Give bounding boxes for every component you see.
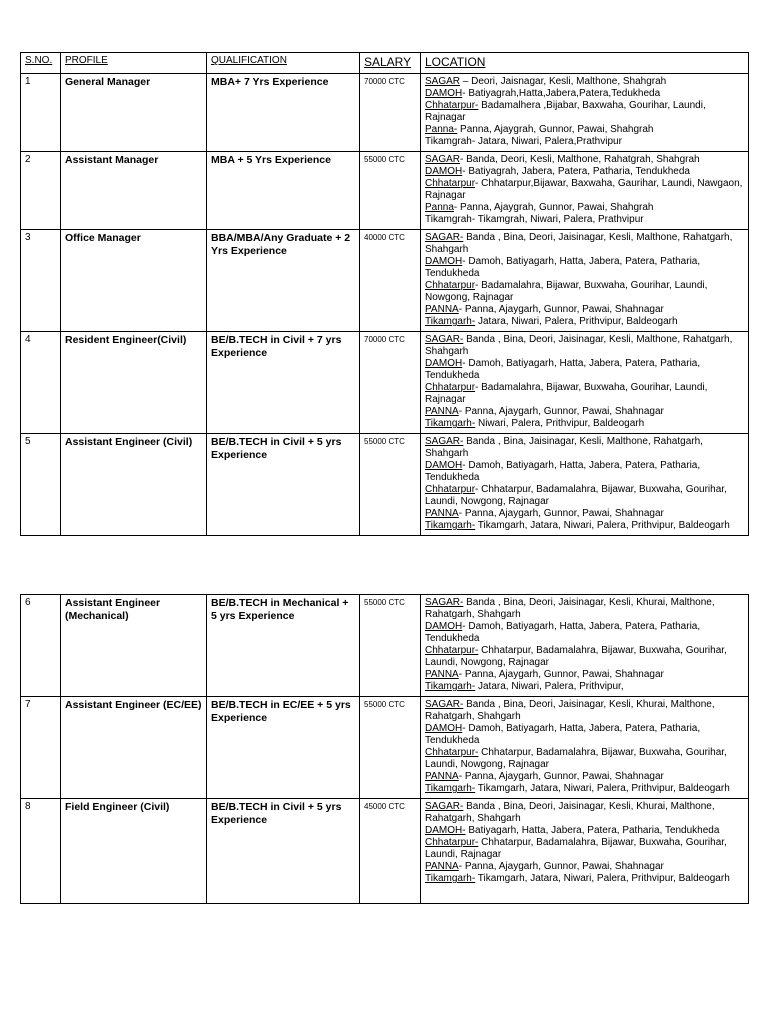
location-towns: Batiyagarh, Hatta, Jabera, Patera, Patharia, Tendukheda: [465, 825, 720, 836]
district-name: SAGAR-: [425, 801, 464, 812]
header-location: LOCATION: [421, 53, 749, 74]
location-line: [425, 166, 744, 178]
location-line: [425, 801, 744, 825]
district-name: DAMOH: [425, 460, 463, 471]
cell-sno: [21, 434, 61, 536]
location-line: [425, 747, 744, 771]
district-name: DAMOH: [425, 166, 463, 177]
cell-sno-text: 4: [25, 334, 31, 345]
cell-profile-text: Assistant Engineer (EC/EE): [65, 699, 202, 711]
location-towns: Jatara, Niwari, Palera, Prithvipur,: [475, 681, 624, 692]
location-line: [425, 178, 744, 202]
location-towns: - Chhatarpur, Badamalahra, Bijawar, Buxwaha, Gourihar, Laundi, Nowgong, Rajnagar: [425, 484, 727, 507]
cell-location: [421, 434, 749, 536]
location-line: [425, 621, 744, 645]
cell-sno: [21, 152, 61, 230]
location-line: [425, 304, 744, 316]
location-line: [425, 436, 744, 460]
location-towns: - Panna, Ajaygarh, Gunnor, Pawai, Shahnagar: [458, 508, 664, 519]
table-header-row: [21, 53, 749, 74]
header-qualification: QUALIFICATION: [207, 53, 360, 74]
district-name: Tikamgarh-: [425, 520, 476, 531]
location-towns: Tikamgarh, Jatara, Niwari, Palera, Prithvipur, Baldeogarh: [475, 873, 730, 884]
cell-qualification: [207, 332, 360, 434]
cell-sno-text: 1: [25, 76, 31, 87]
cell-sno-text: 3: [25, 232, 31, 243]
location-towns: - Banda, Deori, Kesli, Malthone, Rahatgrah, Shahgrah: [460, 154, 700, 165]
cell-qualification-text: BE/B.TECH in Civil + 7 yrs Experience: [211, 334, 342, 359]
district-name: PANNA: [425, 669, 459, 680]
location-line: [425, 520, 744, 532]
district-name: SAGAR-: [425, 334, 464, 345]
location-towns: - Damoh, Batiyagarh, Hatta, Jabera, Patera, Patharia, Tendukheda: [425, 358, 701, 381]
cell-profile-text: General Manager: [65, 76, 151, 88]
location-line: [425, 508, 744, 520]
cell-salary-text: 55000 CTC: [364, 700, 405, 709]
cell-profile-text: Field Engineer (Civil): [65, 801, 170, 813]
location-line: [425, 382, 744, 406]
jobs-table-top: [20, 52, 749, 536]
cell-salary-text: 70000 CTC: [364, 77, 405, 86]
location-towns: Badamalhera ,Bijabar, Baxwaha, Gourihar, Laundi, Rajnagar: [425, 100, 706, 123]
cell-salary: [360, 332, 421, 434]
district-name: PANNA: [425, 771, 459, 782]
cell-qualification: [207, 152, 360, 230]
district-name: DAMOH: [425, 256, 463, 267]
location-line: [425, 280, 744, 304]
location-line: [425, 214, 744, 226]
cell-sno: [21, 74, 61, 152]
location-line: [425, 100, 744, 124]
location-line: [425, 124, 744, 136]
table-row: [21, 332, 749, 434]
location-towns: - Panna, Ajaygrah, Gunnor, Pawai, Shahgrah: [453, 202, 654, 213]
location-line: [425, 76, 744, 88]
location-line: [425, 645, 744, 669]
header-salary: SALARY: [360, 53, 421, 74]
location-towns: - Damoh, Batiyagarh, Hatta, Jabera, Patera, Patharia, Tendukheda: [425, 460, 701, 483]
district-name: Chhatarpur-: [425, 837, 479, 848]
location-line: [425, 484, 744, 508]
location-towns: - Damoh, Batiyagarh, Hatta, Jabera, Patera, Patharia, Tendukheda: [425, 723, 701, 746]
cell-sno: [21, 230, 61, 332]
location-towns: - Chhatarpur,Bijawar, Baxwaha, Gaurihar, Laundi, Nawgaon, Rajnagar: [425, 178, 743, 201]
district-name: Tikamgarh-: [425, 418, 476, 429]
cell-qualification: [207, 697, 360, 799]
table-row: [21, 595, 749, 697]
district-name: Chhatarpur-: [425, 645, 479, 656]
district-name: Tikamgarh-: [425, 681, 476, 692]
cell-qualification-text: MBA+ 7 Yrs Experience: [211, 76, 329, 88]
location-towns: - Panna, Ajaygarh, Gunnor, Pawai, Shahnagar: [458, 669, 664, 680]
location-towns: Tikamgrah- Tikamgrah, Niwari, Palera, Prathvipur: [425, 214, 644, 225]
cell-location: [421, 697, 749, 799]
district-name: Tikamgarh-: [425, 873, 476, 884]
district-name: Panna-: [425, 124, 458, 135]
cell-qualification-text: BE/B.TECH in Civil + 5 yrs Experience: [211, 801, 342, 826]
location-line: [425, 232, 744, 256]
cell-profile-text: Assistant Manager: [65, 154, 159, 166]
location-line: [425, 825, 744, 837]
location-line: [425, 316, 744, 328]
header-profile: PROFILE: [61, 53, 207, 74]
cell-profile: [61, 595, 207, 697]
district-name: DAMOH: [425, 358, 463, 369]
location-towns: - Panna, Ajaygarh, Gunnor, Pawai, Shahnagar: [458, 771, 664, 782]
location-line: [425, 334, 744, 358]
cell-salary-text: 40000 CTC: [364, 233, 405, 242]
cell-profile-text: Office Manager: [65, 232, 141, 244]
location-line: [425, 597, 744, 621]
cell-qualification: [207, 230, 360, 332]
district-name: Panna: [425, 202, 454, 213]
location-line: [425, 783, 744, 795]
cell-location: [421, 74, 749, 152]
cell-location: [421, 332, 749, 434]
location-towns: Chhatarpur, Badamalahra, Bijawar, Buxwaha, Gourihar, Laundi, Nowgong, Rajnagar: [425, 747, 727, 770]
cell-salary-text: 55000 CTC: [364, 598, 405, 607]
district-name: Chhatarpur: [425, 280, 476, 291]
location-line: [425, 699, 744, 723]
cell-qualification: [207, 434, 360, 536]
location-towns: - Batiyagrah, Jabera, Patera, Patharia, Tendukheda: [462, 166, 690, 177]
district-name: PANNA: [425, 508, 459, 519]
cell-salary-text: 70000 CTC: [364, 335, 405, 344]
location-towns: - Badamalahra, Bijawar, Buxwaha, Gourihar, Laundi, Nowgong, Rajnagar: [425, 280, 708, 303]
location-towns: Banda , Bina, Deori, Jaisinagar, Kesli, Malthone, Rahatgarh, Shahgarh: [425, 334, 733, 357]
location-towns: Jatara, Niwari, Palera, Prithvipur, Baldeogarh: [475, 316, 678, 327]
location-towns: Tikamgrah- Jatara, Niwari, Palera,Prathvipur: [425, 136, 622, 147]
location-line: [425, 873, 744, 885]
location-towns: Tikamgarh, Jatara, Niwari, Palera, Prithvipur, Baldeogarh: [475, 520, 730, 531]
district-name: Tikamgarh-: [425, 783, 476, 794]
district-name: DAMOH-: [425, 825, 466, 836]
location-line: [425, 460, 744, 484]
location-towns: – Deori, Jaisnagar, Kesli, Malthone, Shahgrah: [460, 76, 667, 87]
cell-salary-text: 45000 CTC: [364, 802, 405, 811]
cell-sno-text: 7: [25, 699, 31, 710]
table-row: [21, 799, 749, 904]
cell-profile: [61, 434, 207, 536]
district-name: DAMOH: [425, 88, 463, 99]
cell-location: [421, 799, 749, 904]
location-towns: - Panna, Ajaygarh, Gunnor, Pawai, Shahnagar: [458, 304, 664, 315]
location-towns: Banda , Bina, Deori, Jaisinagar, Kesli, Khurai, Malthone, Rahatgarh, Shahgarh: [425, 801, 715, 824]
cell-salary: [360, 697, 421, 799]
district-name: SAGAR-: [425, 597, 464, 608]
cell-qualification-text: BBA/MBA/Any Graduate + 2 Yrs Experience: [211, 232, 351, 257]
cell-qualification: [207, 799, 360, 904]
cell-salary: [360, 230, 421, 332]
cell-location: [421, 595, 749, 697]
district-name: Chhatarpur-: [425, 747, 479, 758]
district-name: Chhatarpur: [425, 178, 476, 189]
location-towns: Banda , Bina, Deori, Jaisinagar, Kesli, Malthone, Rahatgarh, Shahgarh: [425, 232, 733, 255]
location-towns: Niwari, Palera, Prithvipur, Baldeogarh: [475, 418, 645, 429]
location-towns: Banda , Bina, Deori, Jaisinagar, Kesli, Khurai, Malthone, Rahatgarh, Shahgarh: [425, 597, 715, 620]
cell-profile: [61, 74, 207, 152]
location-towns: Chhatarpur, Badamalahra, Bijawar, Buxwaha, Gourihar, Laundi, Rajnagar: [425, 837, 727, 860]
location-towns: Panna, Ajaygrah, Gunnor, Pawai, Shahgrah: [457, 124, 654, 135]
cell-profile-text: Assistant Engineer (Mechanical): [65, 597, 161, 622]
location-towns: Tikamgarh, Jatara, Niwari, Palera, Prithvipur, Baldeogarh: [475, 783, 730, 794]
location-towns: - Damoh, Batiyagarh, Hatta, Jabera, Patera, Patharia, Tendukheda: [425, 621, 701, 644]
jobs-table-bottom: [20, 594, 749, 904]
table-row: [21, 152, 749, 230]
cell-profile: [61, 332, 207, 434]
cell-profile-text: Resident Engineer(Civil): [65, 334, 187, 346]
cell-profile-text: Assistant Engineer (Civil): [65, 436, 193, 448]
district-name: PANNA: [425, 406, 459, 417]
location-line: [425, 771, 744, 783]
location-towns: - Badamalahra, Bijawar, Buxwaha, Gourihar, Laundi, Rajnagar: [425, 382, 708, 405]
district-name: PANNA: [425, 861, 459, 872]
district-name: PANNA: [425, 304, 459, 315]
cell-profile: [61, 230, 207, 332]
table-row: [21, 697, 749, 799]
district-name: SAGAR: [425, 154, 461, 165]
location-line: [425, 681, 744, 693]
cell-location: [421, 152, 749, 230]
district-name: SAGAR: [425, 76, 461, 87]
cell-qualification-text: MBA + 5 Yrs Experience: [211, 154, 331, 166]
location-line: [425, 837, 744, 861]
cell-sno-text: 6: [25, 597, 31, 608]
location-line: [425, 202, 744, 214]
location-line: [425, 861, 744, 873]
cell-profile: [61, 152, 207, 230]
location-line: [425, 256, 744, 280]
cell-salary: [360, 595, 421, 697]
location-towns: Banda , Bina, Deori, Jaisinagar, Kesli, Khurai, Malthone, Rahatgarh, Shahgarh: [425, 699, 715, 722]
table-row: [21, 74, 749, 152]
cell-salary: [360, 74, 421, 152]
cell-sno-text: 8: [25, 801, 31, 812]
location-line: [425, 723, 744, 747]
cell-location: [421, 230, 749, 332]
table-row: [21, 230, 749, 332]
cell-salary: [360, 799, 421, 904]
district-name: SAGAR-: [425, 436, 464, 447]
location-towns: - Panna, Ajaygarh, Gunnor, Pawai, Shahnagar: [458, 861, 664, 872]
location-line: [425, 88, 744, 100]
district-name: SAGAR-: [425, 232, 464, 243]
location-towns: - Panna, Ajaygarh, Gunnor, Pawai, Shahnagar: [458, 406, 664, 417]
cell-sno-text: 2: [25, 154, 31, 165]
cell-sno: [21, 697, 61, 799]
cell-profile: [61, 697, 207, 799]
cell-sno: [21, 799, 61, 904]
cell-salary: [360, 434, 421, 536]
location-towns: - Batiyagrah,Hatta,Jabera,Patera,Tedukheda: [462, 88, 661, 99]
location-towns: Chhatarpur, Badamalahra, Bijawar, Buxwaha, Gourihar, Laundi, Nowgong, Rajnagar: [425, 645, 727, 668]
cell-sno: [21, 595, 61, 697]
cell-qualification: [207, 74, 360, 152]
cell-qualification: [207, 595, 360, 697]
location-line: [425, 669, 744, 681]
location-line: [425, 406, 744, 418]
location-towns: Banda , Bina, Jaisinagar, Kesli, Malthone, Rahatgarh, Shahgarh: [425, 436, 703, 459]
district-name: SAGAR-: [425, 699, 464, 710]
table-row: [21, 434, 749, 536]
cell-salary-text: 55000 CTC: [364, 155, 405, 164]
cell-sno: [21, 332, 61, 434]
district-name: Chhatarpur: [425, 484, 476, 495]
cell-salary: [360, 152, 421, 230]
district-name: Tikamgarh-: [425, 316, 476, 327]
header-sno: S.NO.: [21, 53, 61, 74]
cell-sno-text: 5: [25, 436, 31, 447]
location-line: [425, 154, 744, 166]
district-name: DAMOH: [425, 723, 463, 734]
cell-qualification-text: BE/B.TECH in EC/EE + 5 yrs Experience: [211, 699, 351, 724]
location-line: [425, 136, 744, 148]
cell-salary-text: 55000 CTC: [364, 437, 405, 446]
location-towns: - Damoh, Batiyagarh, Hatta, Jabera, Patera, Patharia, Tendukheda: [425, 256, 701, 279]
cell-profile: [61, 799, 207, 904]
cell-qualification-text: BE/B.TECH in Mechanical + 5 yrs Experience: [211, 597, 349, 622]
district-name: Chhatarpur: [425, 382, 476, 393]
district-name: DAMOH: [425, 621, 463, 632]
district-name: Chhatarpur-: [425, 100, 479, 111]
location-line: [425, 358, 744, 382]
cell-qualification-text: BE/B.TECH in Civil + 5 yrs Experience: [211, 436, 342, 461]
location-line: [425, 418, 744, 430]
